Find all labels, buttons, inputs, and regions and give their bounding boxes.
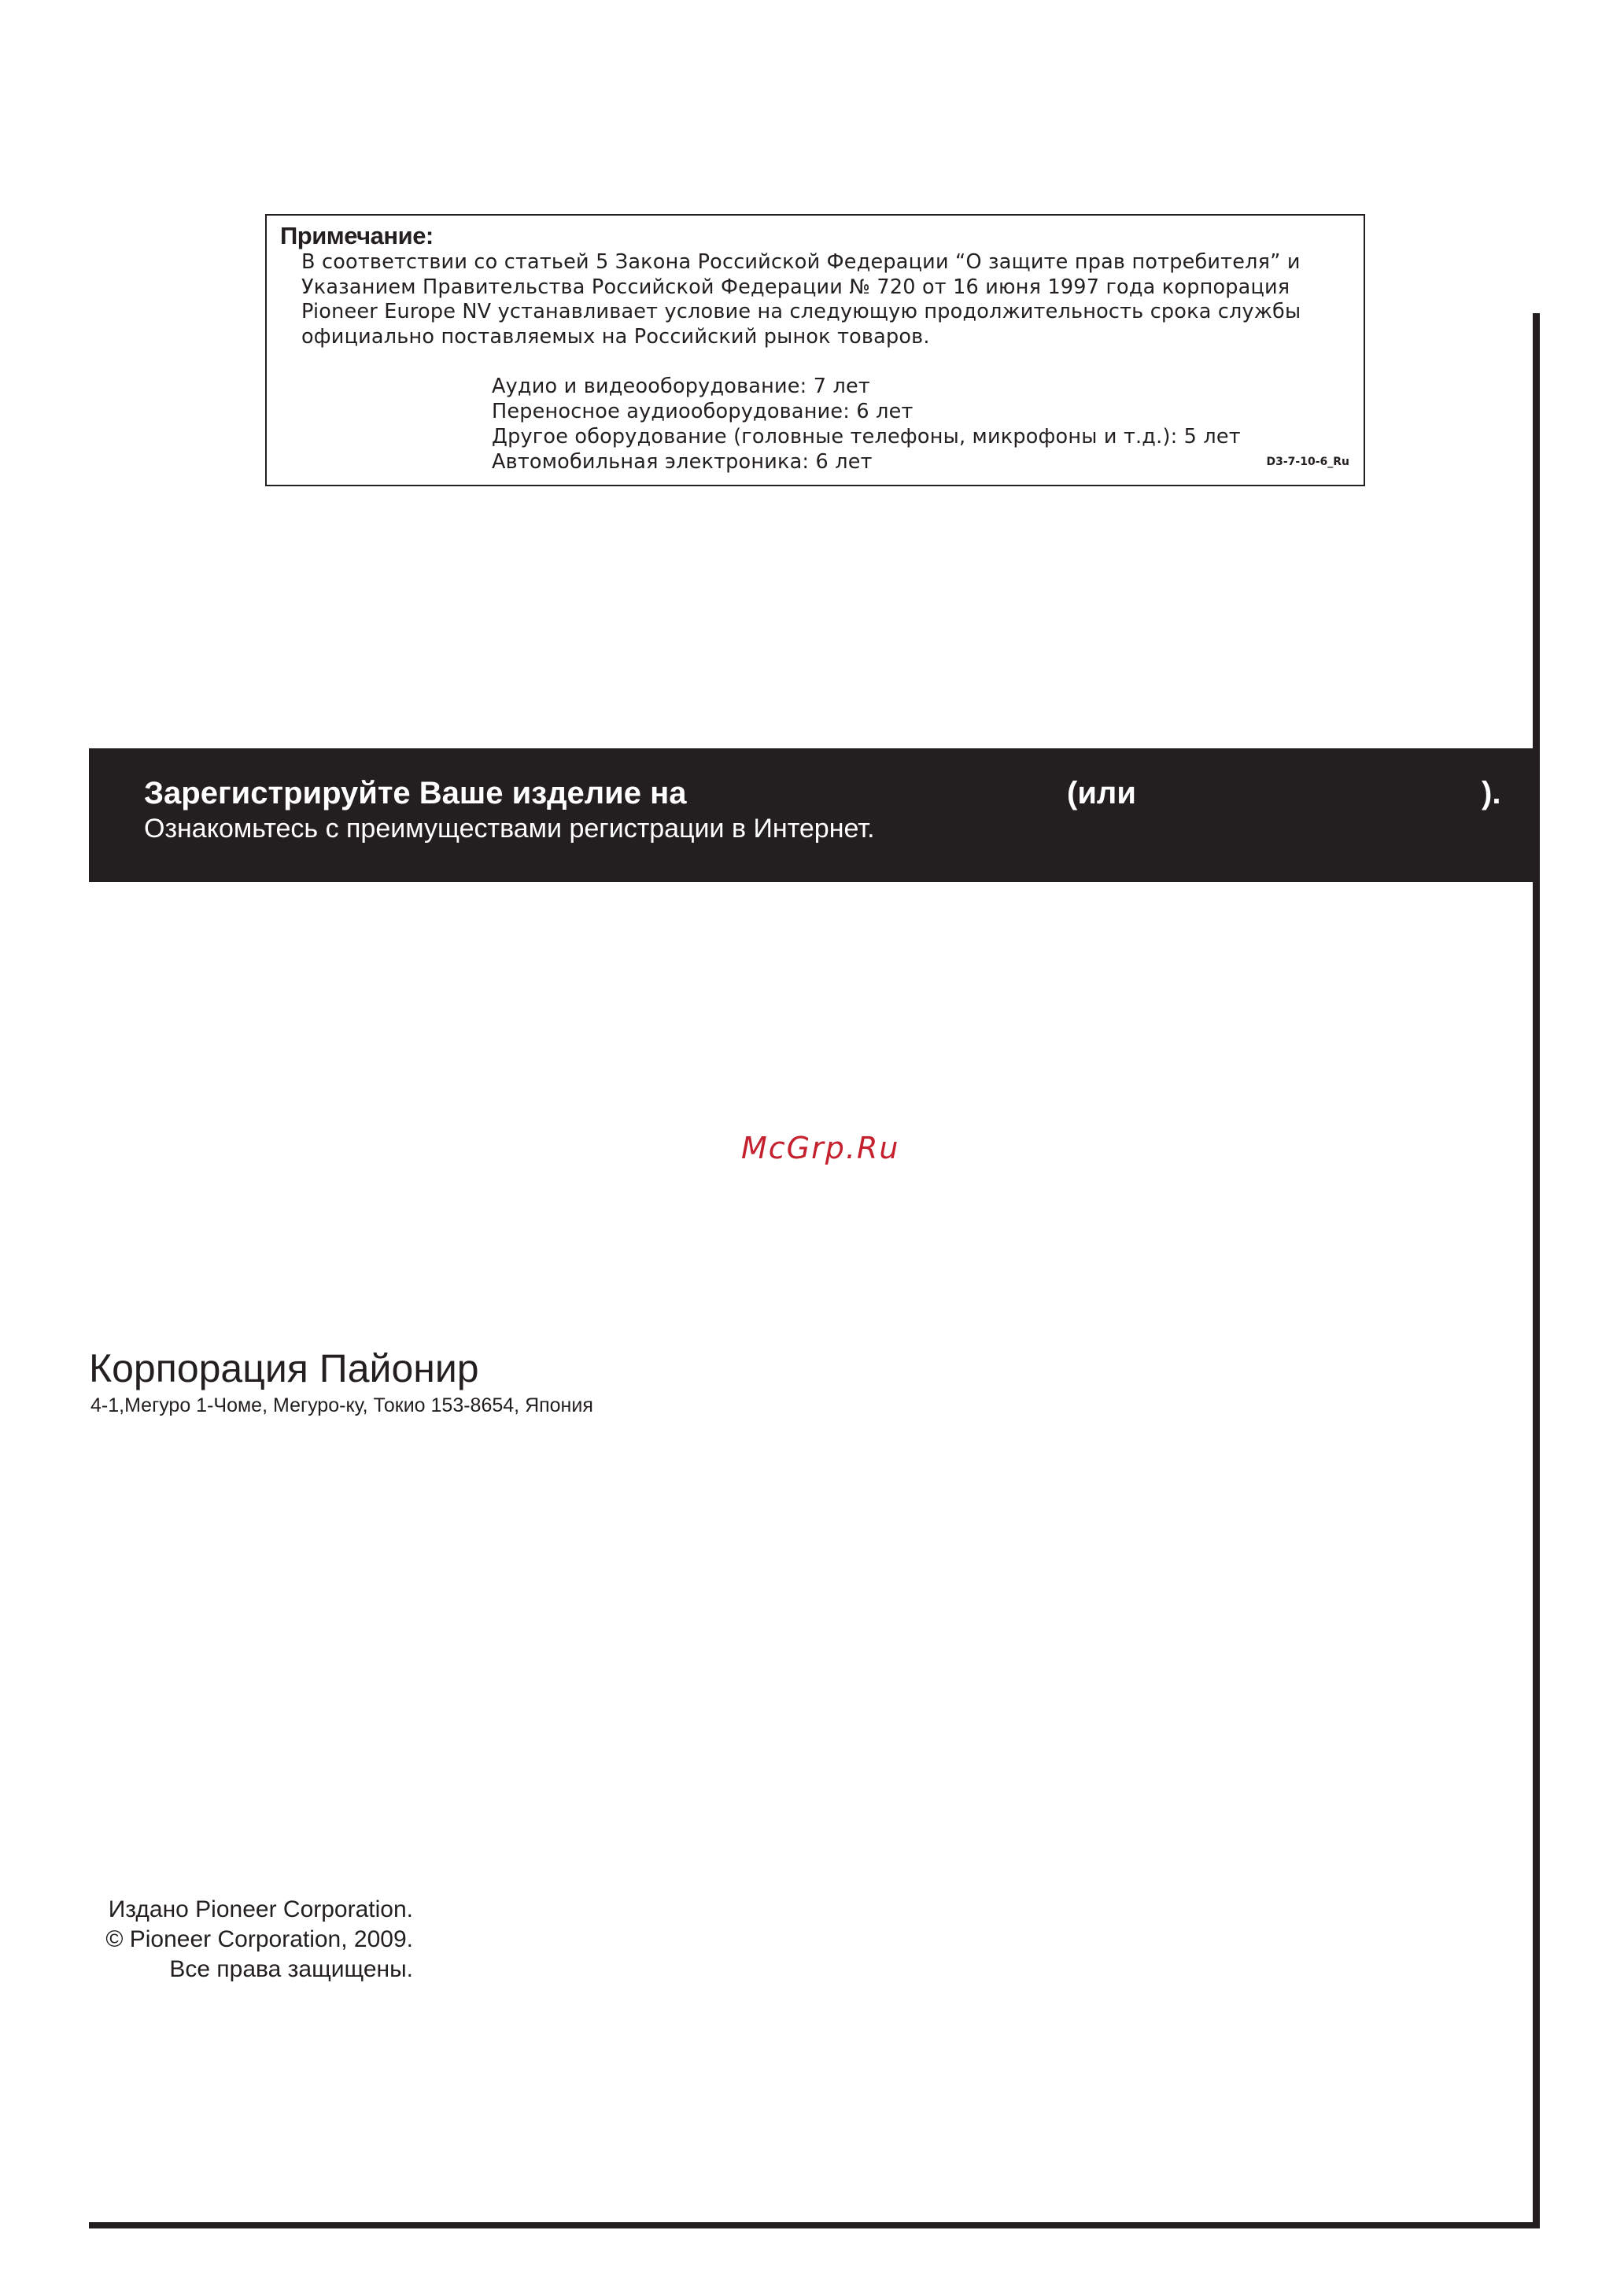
publisher-line: Издано Pioneer Corporation. [108, 1896, 413, 1922]
corporation-name: Корпорация Пайонир [89, 1346, 479, 1390]
service-life-list [492, 374, 1241, 474]
page-bottom-border [89, 2222, 1540, 2228]
note-title: Примечание: [280, 222, 434, 249]
note-box [265, 214, 1365, 486]
corporation-address: 4-1,Мегуро 1-Чоме, Мегуро-ку, Токио 153-8654, Япония [90, 1394, 593, 1416]
document-code: D3-7-10-6_Ru [1266, 456, 1349, 468]
list-item: Аудио и видеооборудование: 7 лет [492, 375, 870, 398]
list-item: Другое оборудование (головные телефоны, микрофоны и т.д.): 5 лет [492, 425, 1241, 449]
banner-heading-start: Зарегистрируйте Ваше изделие на [144, 776, 687, 810]
registration-banner [89, 748, 1540, 882]
publisher-info [89, 1895, 413, 1985]
copyright-line: © Pioneer Corporation, 2009. [105, 1926, 413, 1952]
rights-line: Все права защищены. [169, 1956, 413, 1982]
watermark: McGrp.Ru [741, 1131, 900, 1165]
note-body: В соответствии со статьей 5 Закона Российской Федерации “О защите прав потребителя” и Указанием Правительства Российской Федерации № 720 от 16 июня 1997 года корпорация Pioneer Europe NV устанавливает условие на следующую продолжительность срока службы официально поставляемых на Российский рынок товаров. [301, 250, 1301, 349]
list-item: Переносное аудиооборудование: 6 лет [492, 400, 914, 423]
banner-heading-end: ). [1482, 776, 1501, 810]
banner-heading-middle: (или [1067, 776, 1136, 810]
list-item: Автомобильная электроника: 6 лет [492, 450, 873, 474]
page-right-border [1533, 313, 1540, 2228]
banner-subheading: Ознакомьтесь с преимуществами регистрации в Интернет. [144, 814, 875, 844]
